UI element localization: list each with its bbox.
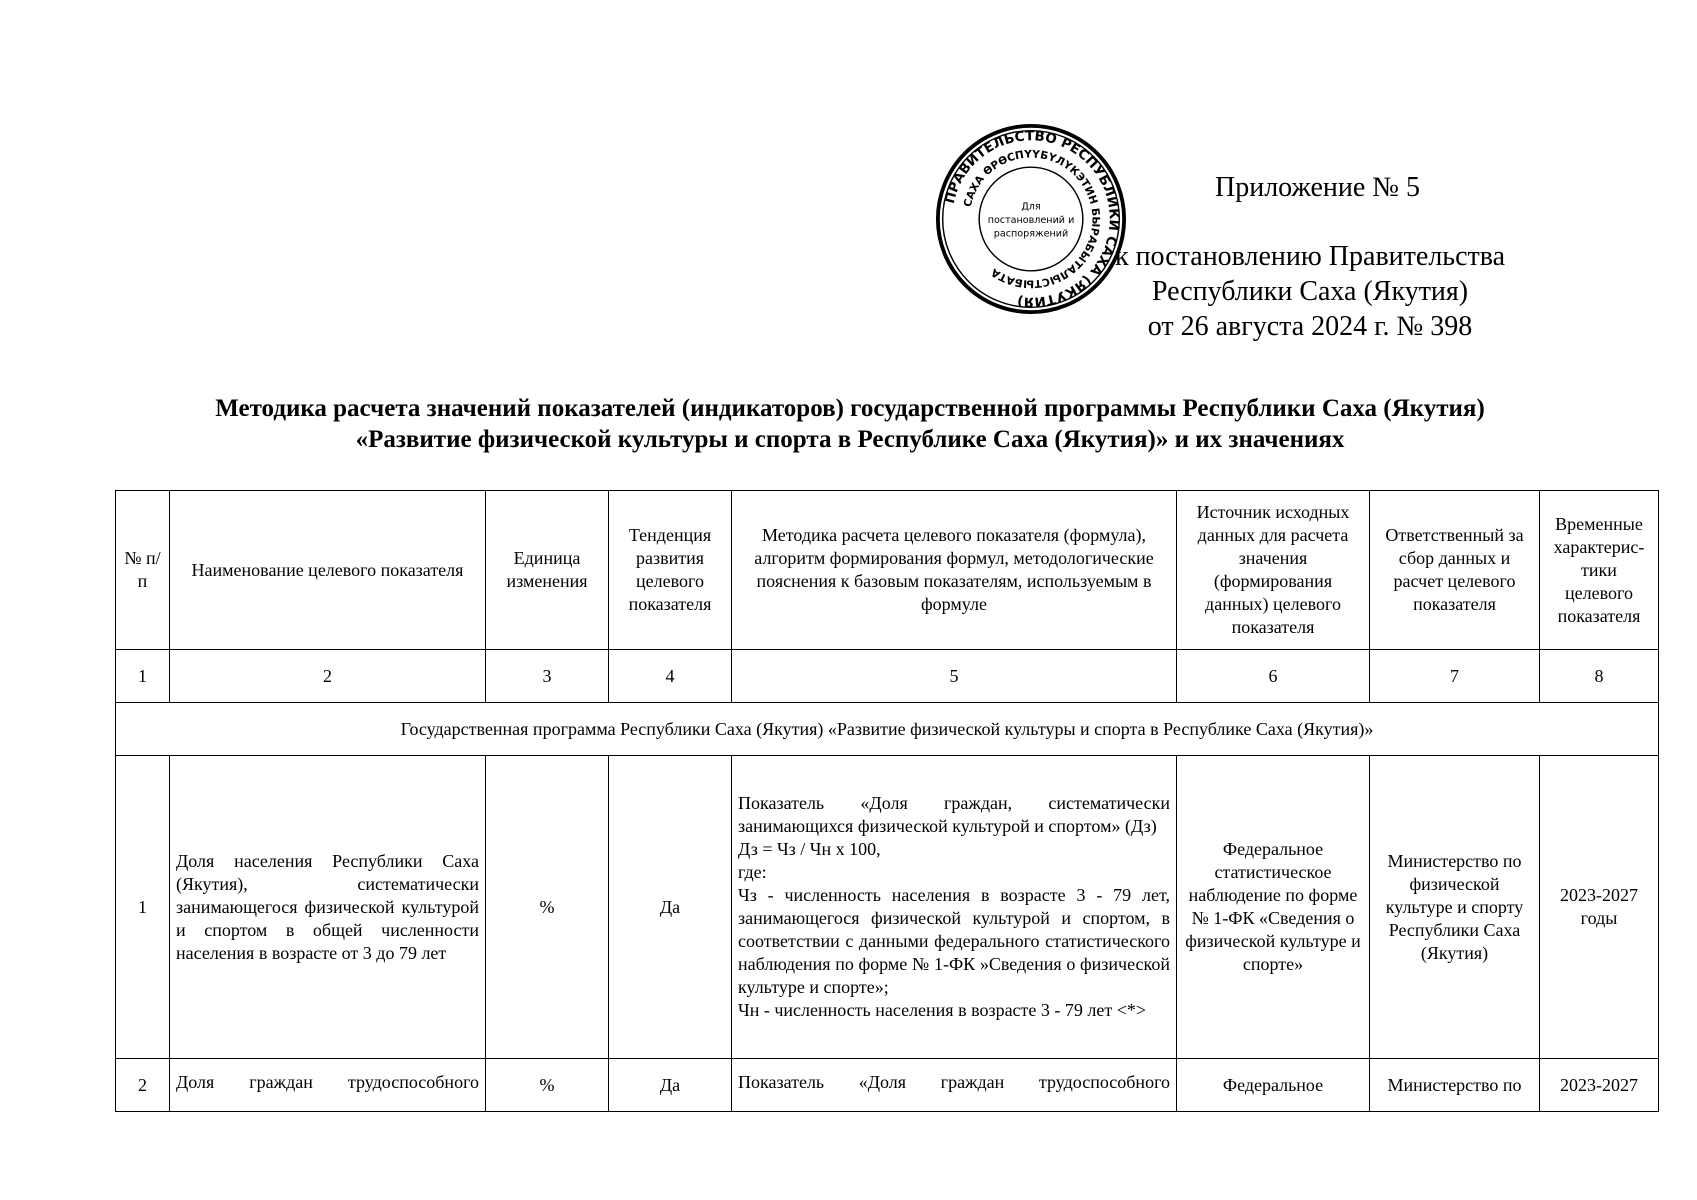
row-number: 1 [116, 756, 170, 1059]
indicator-name-text: Доля граждан трудоспособного [176, 1072, 479, 1092]
indicator-source: Федеральное [1177, 1059, 1370, 1112]
indicator-period: 2023-2027 годы [1540, 756, 1659, 1059]
indicator-unit: % [486, 1059, 609, 1112]
indicator-method [732, 1059, 1177, 1112]
indicator-method [732, 756, 1177, 1059]
header-cell: Методика расчета целевого показателя (формула), алгоритм формирования формул, методологические пояснения к базовым показателям, используемым в формуле [732, 491, 1177, 650]
indicator-name [170, 1059, 486, 1112]
method-where: где: [738, 862, 767, 882]
column-number: 4 [609, 650, 732, 703]
column-number: 1 [116, 650, 170, 703]
header-cell: Тенденция развития целевого показателя [609, 491, 732, 650]
seal-center-line1: Для [1021, 201, 1041, 213]
seal-center-line2: постановлений и [987, 214, 1075, 226]
column-number: 5 [732, 650, 1177, 703]
indicator-period: 2023-2027 [1540, 1059, 1659, 1112]
method-formula: Дз = Чз / Чн x 100, [738, 839, 881, 859]
program-row [116, 703, 1659, 756]
column-number-row [116, 650, 1659, 703]
indicator-trend: Да [609, 1059, 732, 1112]
annex-line2: Республики Саха (Якутия) [1151, 276, 1469, 307]
title-line2: «Развитие физической культуры и спорта в Республике Саха (Якутия)» и их значениях [355, 426, 1345, 453]
column-number: 2 [170, 650, 486, 703]
seal-inner-text: САХА ӨРӨСПҮҮБҮЛҮКЭТИН БЫРАБЫТАЛЫСТЫБАТА [961, 148, 1102, 290]
method-intro: Показатель «Доля граждан, систематически занимающихся физической культурой и спортом» (Дз) [738, 793, 1170, 836]
indicator-unit: % [486, 756, 609, 1059]
header-cell: Наименование целевого показателя [170, 491, 486, 650]
indicators-table [115, 490, 1659, 1112]
indicator-method-text: Показатель «Доля граждан трудоспособного [738, 1072, 1170, 1092]
indicator-source: Федеральное статистическое наблюдение по форме № 1-ФК «Сведения о физической культуре и спорте» [1177, 756, 1370, 1059]
annex-line1: к постановлению Правительства [1114, 241, 1506, 272]
column-number: 7 [1370, 650, 1540, 703]
header-cell: Единица изменения [486, 491, 609, 650]
indicator-responsible: Министерство по [1370, 1059, 1540, 1112]
table-row [116, 756, 1659, 1059]
column-number: 6 [1177, 650, 1370, 703]
annex-line3: от 26 августа 2024 г. № 398 [1147, 311, 1473, 342]
seal-outer-text: ПРАВИТЕЛЬСТВО РЕСПУБЛИКИ САХА (ЯКУТИЯ) [942, 129, 1121, 309]
header-cell: № п/п [116, 491, 170, 650]
header-cell: Источник исходных данных для расчета значения (формирования данных) целевого показателя [1177, 491, 1370, 650]
title-line1: Методика расчета значений показателей (индикаторов) государственной программы Республики Саха (Якутия) [215, 395, 1485, 422]
table-row [116, 1059, 1659, 1112]
document-title [80, 393, 1620, 455]
row-number: 2 [116, 1059, 170, 1112]
table-header-row [116, 491, 1659, 650]
header-cell: Временные характерис-тики целевого показателя [1540, 491, 1659, 650]
program-title-cell: Государственная программа Республики Саха (Якутия) «Развитие физической культуры и спорта в Республике Саха (Якутия)» [116, 703, 1659, 756]
indicator-responsible: Министерство по физической культуре и спорту Республики Саха (Якутия) [1370, 756, 1540, 1059]
indicator-trend: Да [609, 756, 732, 1059]
method-def1: Чз - численность населения в возрасте 3 - 79 лет, занимающегося физической культурой и спортом, в соответствии с данными федерального статистического наблюдения по форме № 1-ФК »Сведения о физической культуре и спорте»; [738, 885, 1170, 997]
header-cell: Ответственный за сбор данных и расчет целевого показателя [1370, 491, 1540, 650]
official-seal [935, 123, 1127, 315]
indicator-name: Доля населения Республики Саха (Якутия), систематически занимающегося физической культурой и спортом в общей численности населения в возрасте от 3 до 79 лет [170, 756, 486, 1059]
annex-number: Приложение № 5 [1215, 172, 1420, 203]
method-def2: Чн - численность населения в возрасте 3 - 79 лет <*> [738, 1000, 1147, 1020]
column-number: 8 [1540, 650, 1659, 703]
seal-center-line3: распоряжений [993, 228, 1069, 240]
column-number: 3 [486, 650, 609, 703]
